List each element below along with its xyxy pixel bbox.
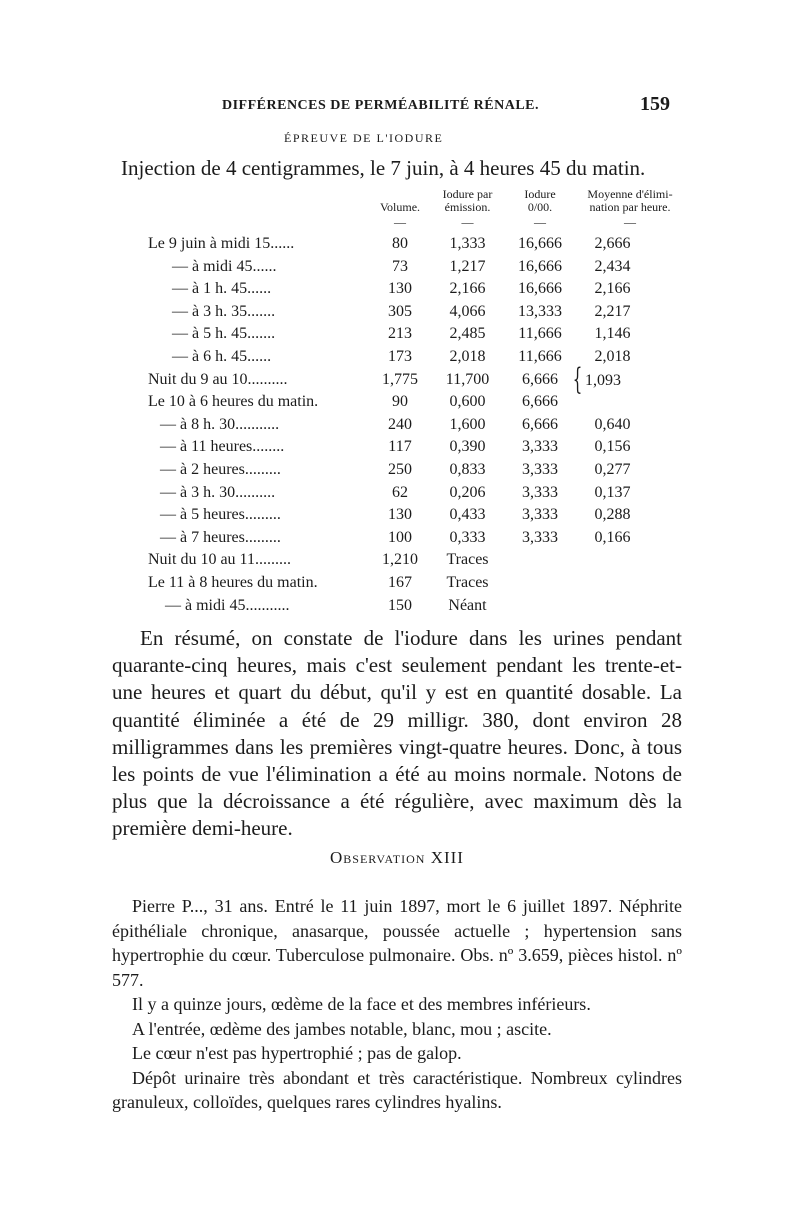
cell-volume: 73 — [392, 257, 408, 275]
row-label: — à 3 h. 30.......... — [160, 483, 276, 501]
cell-moyenne: 1,146 — [594, 325, 631, 343]
cell-volume: 1,210 — [382, 551, 418, 569]
table-row — [0, 506, 800, 529]
table-row — [0, 280, 800, 303]
obs-paragraph-4: Le cœur n'est pas hypertrophié ; pas de galop. — [132, 1043, 462, 1063]
cell-volume: 305 — [388, 302, 412, 320]
table-row — [0, 416, 800, 439]
row-label: — à midi 45...... — [172, 257, 277, 275]
row-label: Le 10 à 6 heures du matin. — [148, 393, 319, 411]
table-row — [0, 303, 800, 326]
row-label: — à 6 h. 45...... — [172, 348, 272, 365]
table-row — [0, 461, 800, 484]
cell-iodure-emission: 4,066 — [449, 302, 486, 320]
table-row — [0, 551, 800, 574]
cell-moyenne: 2,434 — [594, 257, 631, 275]
cell-iodure-pct: 16,666 — [518, 280, 562, 298]
table-row — [0, 235, 800, 258]
obs-paragraph-3: A l'entrée, œdème des jambes notable, blanc, mou ; ascite. — [132, 1018, 552, 1039]
cell-volume: 240 — [388, 415, 412, 433]
cell-iodure-emission: Traces — [446, 574, 489, 591]
section-title: ÉPREUVE DE L'IODURE — [284, 131, 444, 145]
cell-volume: 130 — [388, 506, 412, 524]
table-row — [0, 597, 800, 620]
cell-iodure-pct: 3,333 — [522, 528, 558, 546]
row-label: Le 9 juin à midi 15...... — [148, 235, 295, 252]
cell-volume: 150 — [388, 596, 412, 614]
cell-iodure-emission: 1,217 — [449, 257, 486, 275]
cell-iodure-pct: 6,666 — [522, 415, 558, 433]
cell-iodure-emission: 1,600 — [449, 415, 486, 433]
cell-iodure-emission: 0,206 — [449, 483, 486, 501]
cell-iodure-emission: Traces — [446, 551, 489, 569]
cell-iodure-emission: Néant — [448, 596, 487, 614]
cell-iodure-emission: 0,433 — [449, 506, 486, 524]
table-row — [0, 529, 800, 552]
cell-iodure-pct: 6,666 — [522, 370, 558, 388]
cell-moyenne: 2,217 — [594, 302, 631, 320]
cell-volume: 173 — [388, 348, 412, 365]
page-number: 159 — [640, 93, 670, 115]
row-label: — à midi 45........... — [165, 596, 290, 614]
table-row — [0, 574, 800, 597]
row-label: — à 11 heures........ — [160, 438, 285, 456]
cell-moyenne: 0,288 — [594, 506, 631, 524]
cell-volume: 1,775 — [382, 370, 418, 388]
cell-iodure-emission: 11,700 — [445, 370, 490, 388]
obs-paragraph-5: Dépôt urinaire très abondant et très caractéristique. Nombreux cylindres granuleux, colloïdes, quelques rares cylindres hyalins. — [112, 1067, 682, 1112]
table-row — [0, 393, 800, 416]
table-row — [0, 325, 800, 348]
cell-iodure-pct: 16,666 — [518, 257, 562, 275]
row-label: Nuit du 9 au 10.......... — [148, 370, 288, 388]
resume-paragraph — [112, 625, 682, 843]
cell-moyenne: 2,166 — [594, 280, 631, 298]
cell-volume: 62 — [392, 483, 408, 501]
cell-moyenne: 2,666 — [594, 235, 631, 252]
cell-volume: 90 — [392, 393, 408, 411]
observation-text — [112, 894, 682, 1115]
cell-iodure-emission: 0,390 — [449, 438, 486, 456]
row-label: — à 5 h. 45....... — [172, 325, 276, 343]
cell-moyenne: 0,277 — [594, 461, 631, 478]
injection-line: Injection de 4 centigrammes, le 7 juin, à 4 heures 45 du matin. — [121, 156, 646, 180]
col-header-iodure-pct: Iodure 0/00. — — [524, 187, 556, 229]
cell-moyenne: 0,156 — [594, 438, 631, 456]
cell-iodure-emission: 0,600 — [449, 393, 486, 411]
row-label: — à 2 heures......... — [160, 461, 281, 478]
cell-moyenne: 0,166 — [594, 528, 631, 546]
col-header-volume: Volume. — — [379, 200, 421, 229]
cell-volume: 167 — [388, 574, 412, 591]
cell-iodure-emission: 2,485 — [449, 325, 486, 343]
cell-iodure-pct: 3,333 — [522, 438, 558, 456]
row-label: — à 3 h. 35....... — [172, 302, 276, 320]
cell-iodure-pct: 3,333 — [522, 506, 558, 524]
table-row — [0, 258, 800, 281]
row-label: Nuit du 10 au 11......... — [148, 551, 291, 569]
obs-paragraph-2: Il y a quinze jours, œdème de la face et des membres inférieurs. — [132, 994, 591, 1014]
cell-iodure-pct: 16,666 — [518, 235, 562, 252]
obs-paragraph-1: Pierre P..., 31 ans. Entré le 11 juin 1897, mort le 6 juillet 1897. Néphrite épithéliale chronique, anasarque, poussée actuelle ; hypertension sans hypertrophie du cœur. Tuberculose pulmonaire. Obs. nº 3.659, pièces histol. nº 577. — [112, 896, 682, 990]
col-header-moyenne: Moyenne d'élimi- nation par heure. — — [587, 187, 673, 229]
cell-iodure-pct: 3,333 — [522, 483, 558, 501]
cell-iodure-emission: 2,166 — [449, 280, 486, 298]
cell-moyenne: 0,640 — [594, 415, 631, 433]
table-row — [0, 348, 800, 371]
cell-iodure-pct: 6,666 — [522, 393, 558, 411]
cell-volume: 130 — [388, 280, 412, 298]
merged-moyenne-value: 1,093 — [585, 372, 621, 389]
row-label: Le 11 à 8 heures du matin. — [148, 574, 318, 591]
brace-symbol: { — [572, 362, 583, 397]
resume-text: En résumé, on constate de l'iodure dans les urines pendant quarante-cinq heures, mais c'est seulement pendant les trente-et-une heures et quart du début, qu'il y est en quantité dosable. La quantité éliminée a été de 29 milligr. 380, dont environ 28 milligrammes dans les premières vingt-quatre heures. Donc, à tous les points de vue l'élimination a été au moins normale. Notons de plus que la décroissance a été régulière, avec maximum dès la première demi-heure. — [112, 626, 682, 841]
cell-iodure-emission: 2,018 — [449, 348, 486, 365]
table-row — [0, 371, 800, 394]
cell-volume: 100 — [388, 528, 412, 546]
cell-iodure-emission: 1,333 — [449, 235, 486, 252]
row-label: — à 8 h. 30........... — [160, 415, 280, 433]
table-row — [0, 438, 800, 461]
observation-title: Observation XIII — [330, 848, 464, 867]
cell-iodure-emission: 0,833 — [449, 461, 486, 478]
cell-iodure-pct: 13,333 — [518, 302, 562, 320]
table-row — [0, 484, 800, 507]
cell-iodure-pct: 11,666 — [518, 348, 562, 365]
running-head: DIFFÉRENCES DE PERMÉABILITÉ RÉNALE. — [222, 98, 539, 113]
cell-volume: 117 — [388, 438, 412, 456]
row-label: — à 7 heures......... — [160, 528, 281, 546]
cell-volume: 213 — [388, 325, 412, 343]
cell-volume: 250 — [388, 461, 412, 478]
cell-moyenne: 0,137 — [594, 483, 631, 501]
cell-moyenne: 2,018 — [594, 348, 631, 365]
cell-iodure-pct: 3,333 — [522, 461, 558, 478]
row-label: — à 5 heures......... — [160, 506, 281, 524]
col-header-iodure-emission: Iodure par émission. — — [442, 187, 493, 229]
cell-volume: 80 — [392, 235, 408, 252]
cell-iodure-pct: 11,666 — [518, 325, 562, 343]
row-label: — à 1 h. 45...... — [172, 280, 272, 298]
cell-iodure-emission: 0,333 — [449, 528, 486, 546]
